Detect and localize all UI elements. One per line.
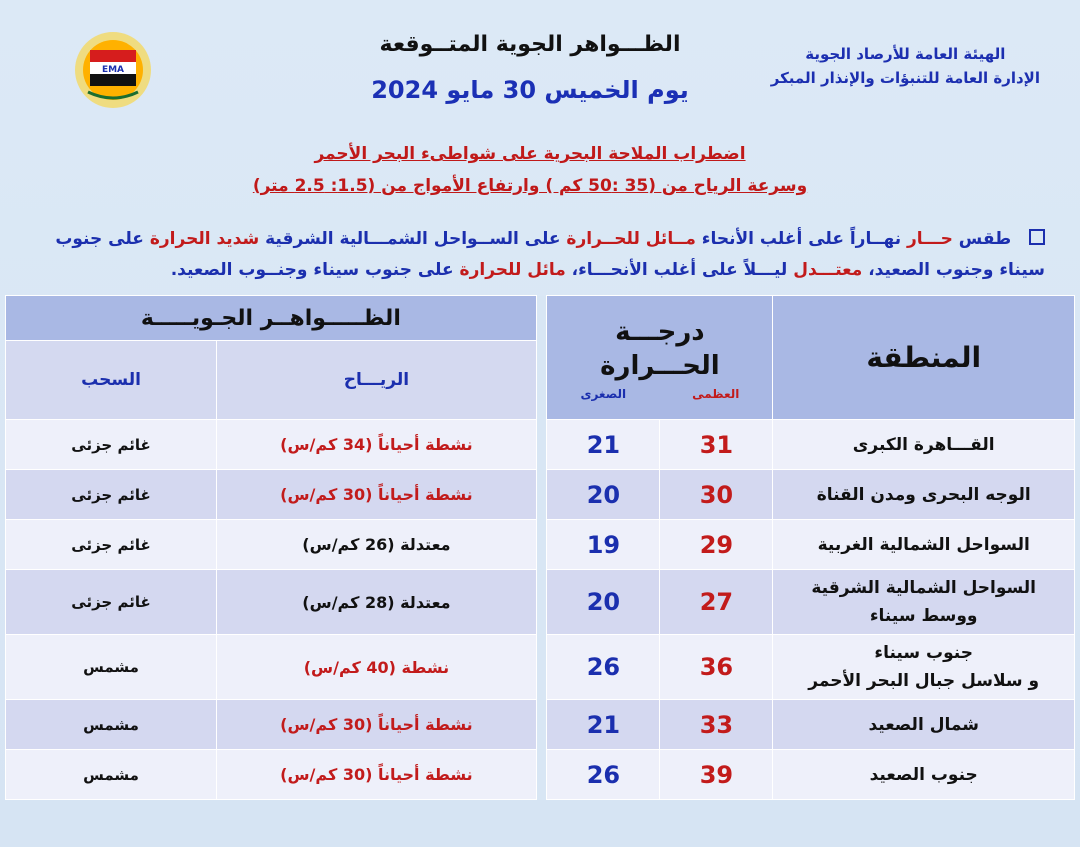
- marine-warning-line2: وسرعة الرياح من (35 :50 كم ) وارتفاع الأمواج من (1.5: 2.5 متر): [252, 176, 808, 196]
- table-row: شمال الصعيد 33 21 نشطة أحياناً (30 كم/س) مشمس: [6, 700, 1075, 750]
- organization-name: الهيئة العامة للأرصاد الجوية الإدارة العامة للتنبؤات والإنذار المبكر: [770, 45, 1040, 87]
- header-wind: الريـــاح: [217, 341, 537, 420]
- weather-summary: طقس حـــار نهــاراً على أغلب الأنحاء مــائل للحــرارة على الســواحل الشمـــالية الشرقية شديد الحرارة على جنوب سيناء وجنوب الصعيد، معتـــدل ليـــلاً على أغلب الأنحـــاء، مائل للحرارة على جنوب سيناء وجنــوب الصعيد.: [55, 229, 1045, 280]
- page-title: الظـــواهر الجوية المتــوقعة: [379, 32, 681, 57]
- forecast-date: يوم الخميس 30 مايو 2024: [371, 76, 689, 104]
- header-phenomena: الظـــــواهــر الجـويـــــة: [6, 296, 537, 341]
- table-row: القـــاهرة الكبرى 31 21 نشطة أحياناً (34 كم/س) غائم جزئى: [6, 420, 1075, 470]
- forecast-table: [5, 295, 1075, 800]
- header-region: المنطقة: [773, 296, 1075, 420]
- table-row: جنوب الصعيد 39 26 نشطة أحياناً (30 كم/س) مشمس: [6, 750, 1075, 800]
- table-gap: [536, 296, 547, 420]
- table-row: السواحل الشمالية الغربية 29 19 معتدلة (26 كم/س) غائم جزئى: [6, 520, 1075, 570]
- table-row: جنوب سيناء و سلاسل جبال البحر الأحمر 36 26 نشطة (40 كم/س) مشمس: [6, 635, 1075, 700]
- header-max: العظمى: [692, 386, 740, 401]
- header-temperature: درجـــة الحـــرارة العظمى الصغرى: [547, 296, 773, 420]
- marine-warning-line1: اضطراب الملاحة البحرية على شواطىء البحر الأحمر: [314, 144, 746, 164]
- svg-text:EMA: EMA: [101, 65, 125, 75]
- header-clouds: السحب: [6, 341, 217, 420]
- table-row: الوجه البحرى ومدن القناة 30 20 نشطة أحياناً (30 كم/س) غائم جزئى: [6, 470, 1075, 520]
- header-min: الصغرى: [580, 386, 627, 401]
- checkbox-bullet-icon: [1029, 229, 1045, 245]
- table-row: السواحل الشمالية الشرقية ووسط سيناء 27 20 معتدلة (28 كم/س) غائم جزئى: [6, 570, 1075, 635]
- ema-logo: [58, 30, 168, 110]
